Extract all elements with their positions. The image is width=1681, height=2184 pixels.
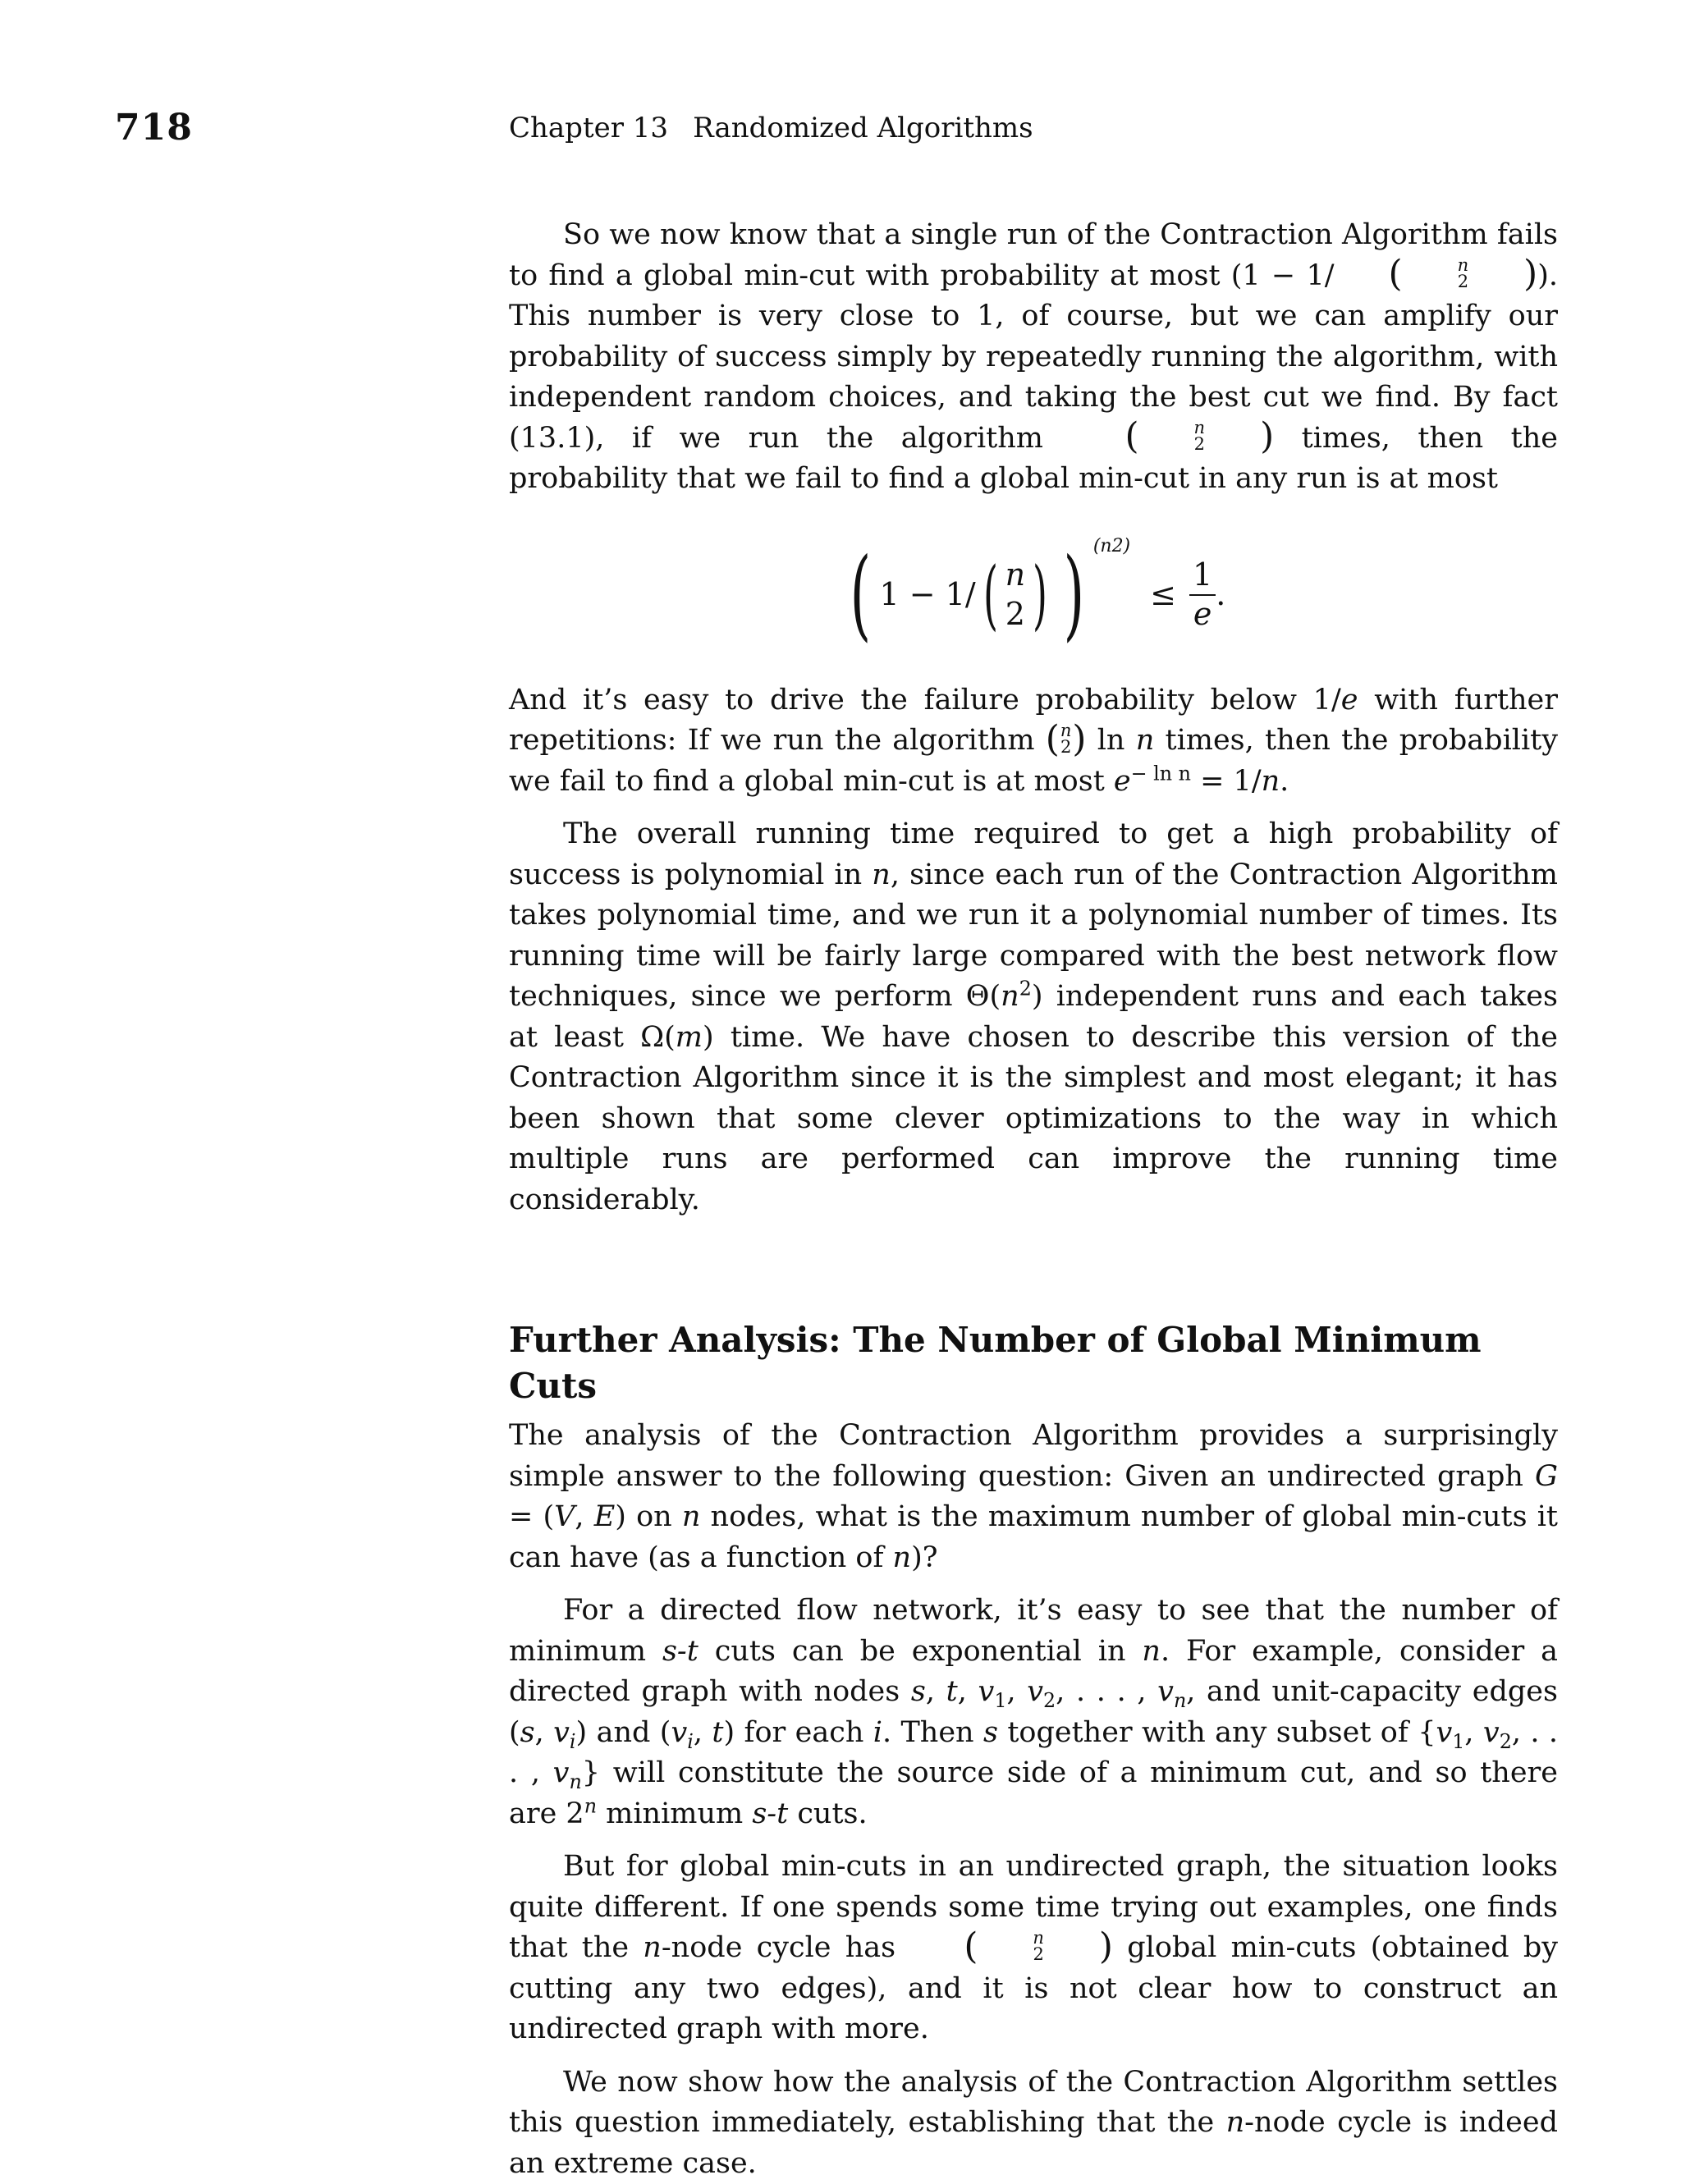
equation-exponent: (n2) bbox=[1093, 526, 1130, 567]
paragraph-2: And it’s easy to drive the failure probability below 1/e with further repetitions: If we run the algorithm ( n 2 ) ln n times, then the probability we fail to find a global min-cut is at most $e^{- ln n} = 1/n$. bbox=[509, 680, 1558, 803]
section-heading: Further Analysis: The Number of Global Minimum Cuts bbox=[509, 1317, 1558, 1409]
paragraph-3: The overall running time required to get a high probability of success is polynomial in n, since each run of the Contraction Algorithm takes polynomial time, and we run it a polynomial number of times. Its running time will be fairly large compared with the best network flow techniques, since we perform $\Theta(n^2)$ independent runs and each takes at least Ω(m) time. We have chosen to describe this version of the Contraction Algorithm since it is the simplest and most elegant; it has been shown that some clever optimizations to the way in which multiple runs are performed can improve the running time considerably. bbox=[509, 814, 1558, 1220]
paragraph-5: For a directed flow network, it’s easy to see that the number of minimum s-t cuts can be exponential in n. For example, consider a directed graph with nodes s, t, $v_1$, $v_2$, . . . , $v_n$, and unit-capacity edges (s, $v_i$) and ($v_i$, t) for each i. Then s together with any subset of {$v_1$, $v_2$, . . . , $v_n$} will constitute the source side of a minimum cut, and so there are 2$^n$ minimum s-t cuts. bbox=[509, 1591, 1558, 1834]
display-equation: ( 1 − 1/ ( n 2 ) ) (n2) ≤ $\frac{1}{e}$ . bbox=[509, 521, 1558, 669]
page-number: 718 bbox=[115, 107, 193, 149]
equation-lhs-prefix: 1 − 1/ bbox=[880, 575, 976, 616]
main-text bbox=[509, 215, 1558, 2184]
paragraph-1: So we now know that a single run of the Contraction Algorithm fails to find a global min-cut with probability at most (1 − 1/ ( n 2 ) ). This number is very close to 1, of course, but we can amplify our probability of success simply by repeatedly running the algorithm, with independent random choices, and taking the best cut we find. By fact (13.1), if we run the algorithm ( n 2 ) times, then the probability that we fail to find a global min-cut in any run is at most bbox=[509, 215, 1558, 500]
equation-fraction: $\frac{1}{e}$ bbox=[1189, 556, 1216, 633]
binomial: ( n 2 ) bbox=[1070, 419, 1274, 455]
running-head bbox=[509, 112, 1033, 144]
chapter-label: Chapter 13 bbox=[509, 112, 668, 144]
binomial: ( n 2 ) bbox=[909, 1929, 1113, 1965]
equation-relation: ≤ bbox=[1150, 575, 1176, 616]
paragraph-6: But for global min-cuts in an undirected graph, the situation looks quite different. If one spends some time trying out examples, one finds that the n-node cycle has ( n 2 ) global min-cuts (obtained by cutting any two edges), and it is not clear how to construct an undirected graph with more. bbox=[509, 1847, 1558, 2050]
paragraph-7: We now show how the analysis of the Contraction Algorithm settles this question immediately, establishing that the n-node cycle is indeed an extreme case. bbox=[509, 2063, 1558, 2184]
equation-binomial: ( n 2 ) bbox=[976, 556, 1055, 634]
paragraph-4: The analysis of the Contraction Algorithm provides a surprisingly simple answer to the following question: Given an undirected graph G = (V, E) on n nodes, what is the maximum number of global min-cuts it can have (as a function of n)? bbox=[509, 1416, 1558, 1578]
binomial: ( n 2 ) bbox=[1046, 721, 1087, 758]
binomial: ( n 2 ) bbox=[1335, 256, 1538, 292]
chapter-title: Randomized Algorithms bbox=[693, 112, 1033, 144]
